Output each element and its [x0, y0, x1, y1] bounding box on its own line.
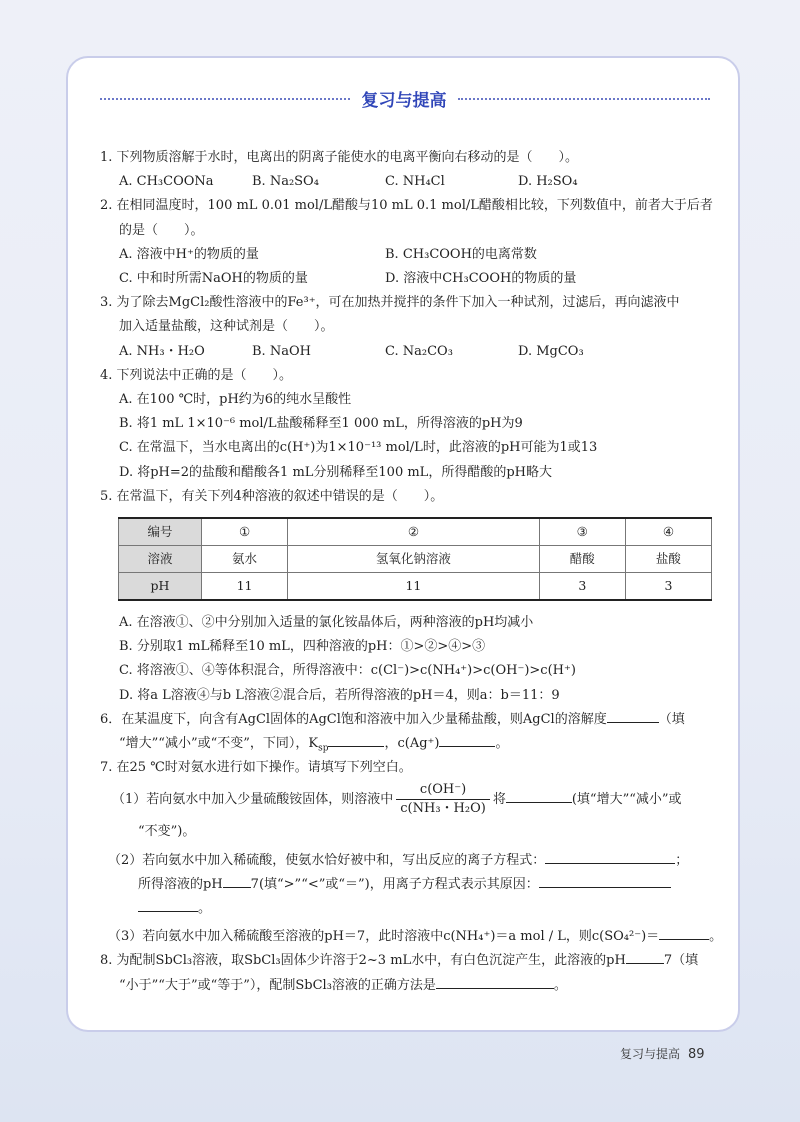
question-6-text: 6．在某温度下，向含有AgCl固体的AgCl饱和溶液中加入少量稀盐酸，则AgCl的溶解度 [100, 711, 607, 727]
fraction-denominator: c(NH₃・H₂O) [400, 801, 486, 817]
option-d: D. 将pH=2的盐酸和醋酸各1 mL分别稀释至100 mL，所得醋酸的pH略大 [119, 464, 552, 480]
question-8-text: 。 [553, 977, 567, 993]
question-3-options [100, 340, 712, 364]
answer-blank-ratio[interactable] [506, 788, 572, 803]
question-7-text: (填“增大”“减小”或 [571, 792, 682, 808]
option-a: A. 在溶液①、②中分别加入适量的氯化铵晶体后，两种溶液的pH均减小 [119, 615, 534, 631]
question-6-line-1 [100, 708, 712, 732]
option-b: B. NaOH [252, 343, 311, 359]
question-7-part-2-end [100, 897, 712, 921]
question-7-text: 将 [492, 792, 506, 808]
question-7-text: 。 [709, 929, 723, 945]
question-1-options [100, 170, 712, 194]
concentration-fraction [396, 781, 490, 818]
question-7-part-1-cont: “不变”)。 [138, 824, 196, 840]
table-row [119, 573, 712, 601]
table-cell: 编号 [119, 518, 202, 546]
question-7-text: （1）若向氨水中加入少量硫酸铵固体，则溶液中 [112, 792, 394, 808]
table-cell: ③ [539, 518, 625, 546]
answer-blank-reason[interactable] [539, 873, 671, 888]
question-8-line-1 [100, 949, 712, 973]
question-7-text: 。 [198, 901, 212, 917]
option-b: B. 将1 mL 1×10⁻⁶ mol/L盐酸稀释至1 000 mL，所得溶液的pH为9 [119, 416, 523, 432]
option-a: A. 溶液中H⁺的物质的量 [119, 246, 259, 262]
answer-blank-ph[interactable] [626, 949, 664, 964]
question-2-options-ab [100, 243, 712, 267]
option-d: D. H₂SO₄ [518, 174, 578, 190]
question-8-text: “小于”“大于”或“等于”），配制SbCl₃溶液的正确方法是 [119, 977, 436, 993]
page-footer [620, 1045, 705, 1062]
table-cell: 氢氧化钠溶液 [288, 546, 540, 573]
table-cell: 盐酸 [625, 546, 711, 573]
option-c: C. 将溶液①、④等体积混合，所得溶液中：c(Cl⁻)>c(NH₄⁺)>c(OH⁻)>c(H⁺) [119, 663, 576, 679]
table-cell: 11 [202, 573, 288, 601]
question-8-line-2 [100, 974, 712, 998]
page-number: 89 [688, 1047, 705, 1062]
question-6-line-2 [100, 732, 712, 756]
question-7-part-1 [100, 780, 712, 820]
question-7-part-3 [100, 925, 723, 949]
option-c: C. 在常温下，当水电离出的c(H⁺)为1×10⁻¹³ mol/L时，此溶液的pH可能为1或13 [119, 440, 598, 456]
table-row [119, 518, 712, 546]
table-cell: ① [202, 518, 288, 546]
ksp-subscript: sp [318, 743, 329, 754]
answer-blank-sulfate[interactable] [659, 925, 709, 940]
question-5-stem: 5. 在常温下，有关下列4种溶液的叙述中错误的是（ ）。 [100, 488, 444, 504]
question-6-text: （填 [658, 711, 685, 727]
section-title: 复习与提高 [361, 91, 447, 111]
answer-blank-ag[interactable] [439, 732, 495, 747]
table-cell: ④ [625, 518, 711, 546]
header-dots-right [458, 98, 710, 100]
option-a: A. CH₃COONa [119, 174, 214, 190]
question-8-text: 8. 为配制SbCl₃溶液，取SbCl₃固体少许溶于2~3 mL水中，有白色沉淀产生，此溶液的pH [100, 953, 626, 969]
table-cell: 11 [288, 573, 540, 601]
question-8-text: 7（填 [663, 953, 699, 969]
solution-table [118, 517, 712, 601]
section-header [100, 88, 710, 110]
option-b: B. 分别取1 mL稀释至10 mL，四种溶液的pH：①>②>④>③ [119, 639, 486, 655]
option-d: D. 溶液中CH₃COOH的物质的量 [385, 271, 577, 287]
option-b: B. CH₃COOH的电离常数 [385, 246, 537, 262]
question-2-stem: 2. 在相同温度时，100 mL 0.01 mol/L醋酸与10 mL 0.1 mol/L醋酸相比较，下列数值中，前者大于后者 [100, 198, 713, 214]
fraction-numerator: c(OH⁻) [396, 781, 490, 800]
question-7-stem: 7. 在25 ℃时对氨水进行如下操作。请填写下列空白。 [100, 760, 412, 776]
table-cell: ② [288, 518, 540, 546]
option-a: A. 在100 ℃时，pH约为6的纯水呈酸性 [119, 392, 352, 408]
answer-blank-solubility[interactable] [607, 708, 659, 723]
table-cell: pH [119, 573, 202, 601]
question-6-text: ，c(Ag⁺) [384, 736, 440, 752]
question-4-stem: 4. 下列说法中正确的是（ ）。 [100, 367, 293, 383]
option-a: A. NH₃・H₂O [119, 343, 205, 359]
question-2-options-cd [100, 267, 712, 291]
option-d: D. 将a L溶液④与b L溶液②混合后，若所得溶液的pH＝4，则a：b＝11：9 [119, 687, 560, 703]
question-7-part-2-cont [100, 873, 712, 897]
question-7-part-2 [100, 849, 712, 873]
table-row [119, 546, 712, 573]
question-7-text: 所得溶液的pH [138, 876, 223, 892]
header-dots-left [100, 98, 350, 100]
table-cell: 氨水 [202, 546, 288, 573]
table-cell: 醋酸 [539, 546, 625, 573]
question-7-text: ； [675, 852, 689, 868]
question-7-text: 7(填“>”“<”或“＝”)，用离子方程式表示其原因： [250, 876, 539, 892]
answer-blank-ph[interactable] [223, 873, 251, 888]
option-c: C. NH₄Cl [385, 174, 445, 190]
table-cell: 溶液 [119, 546, 202, 573]
question-6-text: “增大”“减小”或“不变”，下同），K [119, 736, 319, 752]
option-c: C. Na₂CO₃ [385, 343, 453, 359]
question-7-text: （3）若向氨水中加入稀硫酸至溶液的pH＝7，此时溶液中c(NH₄⁺)＝a mol / L，则c(SO₄²⁻)＝ [108, 929, 660, 945]
answer-blank-method[interactable] [436, 974, 554, 989]
option-d: D. MgCO₃ [518, 343, 584, 359]
option-c: C. 中和时所需NaOH的物质的量 [119, 271, 308, 287]
answer-blank-ionic-equation[interactable] [545, 849, 675, 864]
footer-section-title: 复习与提高 [620, 1047, 681, 1061]
question-2-stem-cont: 的是（ ）。 [119, 222, 204, 238]
question-3-stem-cont: 加入适量盐酸，这种试剂是（ ）。 [119, 319, 334, 335]
answer-blank-reason-cont[interactable] [138, 897, 198, 912]
question-1-stem: 1. 下列物质溶解于水时，电离出的阴离子能使水的电离平衡向右移动的是（ ）。 [100, 150, 579, 165]
exercise-content [100, 146, 723, 998]
option-b: B. Na₂SO₄ [252, 174, 319, 190]
question-6-text: 。 [495, 736, 509, 752]
table-cell: 3 [539, 573, 625, 601]
table-cell: 3 [625, 573, 711, 601]
question-3-stem: 3. 为了除去MgCl₂酸性溶液中的Fe³⁺，可在加热并搅拌的条件下加入一种试剂，过滤后，再向滤液中 [100, 295, 680, 311]
question-7-text: （2）若向氨水中加入稀硫酸，使氨水恰好被中和，写出反应的离子方程式： [108, 852, 546, 868]
answer-blank-ksp[interactable] [328, 732, 384, 747]
